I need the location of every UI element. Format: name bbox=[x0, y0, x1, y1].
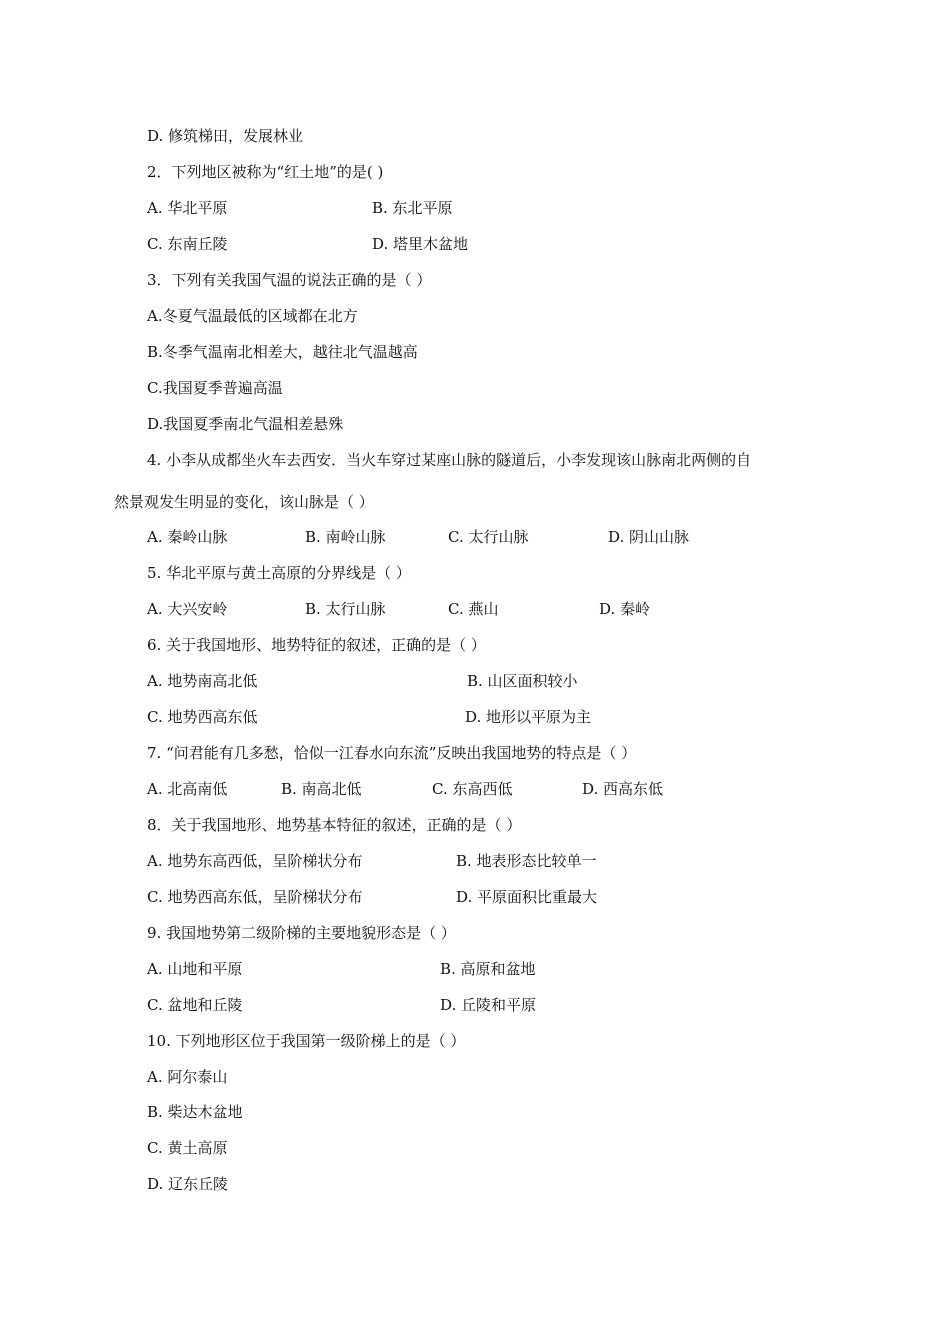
q7-option-d: D. 西高东低 bbox=[582, 780, 664, 798]
q3-option-d: D.我国夏季南北气温相差悬殊 bbox=[147, 415, 344, 433]
q10-option-b: B. 柴达木盆地 bbox=[147, 1103, 243, 1121]
q7-option-b: B. 南高北低 bbox=[281, 780, 362, 798]
q3-option-a: A.冬夏气温最低的区域都在北方 bbox=[147, 307, 358, 325]
q2-option-d: D. 塔里木盆地 bbox=[372, 235, 469, 253]
q10-option-d: D. 辽东丘陵 bbox=[147, 1175, 229, 1193]
q6-option-b: B. 山区面积较小 bbox=[467, 672, 578, 690]
q7-option-c: C. 东高西低 bbox=[432, 780, 513, 798]
q4-option-a: A. 秦岭山脉 bbox=[147, 528, 228, 546]
q2-option-c: C. 东南丘陵 bbox=[147, 235, 228, 253]
q3-option-b: B.冬季气温南北相差大，越往北气温越高 bbox=[147, 343, 418, 361]
q5-option-a: A. 大兴安岭 bbox=[147, 600, 228, 618]
q1-option-d: D. 修筑梯田，发展林业 bbox=[147, 127, 304, 145]
q6-stem: 6. 关于我国地形、地势特征的叙述，正确的是（ ） bbox=[147, 636, 486, 654]
q8-stem: 8．关于我国地形、地势基本特征的叙述，正确的是（ ） bbox=[147, 816, 522, 834]
q7-stem: 7. “问君能有几多愁，恰似一江春水向东流”反映出我国地势的特点是（ ） bbox=[147, 744, 637, 762]
q8-option-b: B. 地表形态比较单一 bbox=[456, 852, 597, 870]
q4-option-d: D. 阴山山脉 bbox=[608, 528, 690, 546]
q8-option-c: C. 地势西高东低，呈阶梯状分布 bbox=[147, 888, 363, 906]
q9-option-c: C. 盆地和丘陵 bbox=[147, 996, 243, 1014]
q5-option-b: B. 太行山脉 bbox=[305, 600, 386, 618]
q6-option-d: D. 地形以平原为主 bbox=[465, 708, 592, 726]
q9-option-a: A. 山地和平原 bbox=[147, 960, 243, 978]
q8-option-d: D. 平原面积比重最大 bbox=[456, 888, 598, 906]
q6-option-a: A. 地势南高北低 bbox=[147, 672, 258, 690]
q7-option-a: A. 北高南低 bbox=[147, 780, 228, 798]
q3-stem: 3．下列有关我国气温的说法正确的是（ ） bbox=[147, 271, 432, 289]
q2-option-b: B. 东北平原 bbox=[372, 199, 453, 217]
q10-option-a: A. 阿尔泰山 bbox=[147, 1068, 228, 1086]
q10-stem: 10. 下列地形区位于我国第一级阶梯上的是（ ） bbox=[147, 1032, 466, 1050]
q9-option-d: D. 丘陵和平原 bbox=[440, 996, 537, 1014]
q9-option-b: B. 高原和盆地 bbox=[440, 960, 536, 978]
q4-stem-line1: 4. 小李从成都坐火车去西安．当火车穿过某座山脉的隧道后，小李发现该山脉南北两侧的自 bbox=[147, 451, 752, 469]
q10-option-c: C. 黄土高原 bbox=[147, 1139, 228, 1157]
q4-option-b: B. 南岭山脉 bbox=[305, 528, 386, 546]
q8-option-a: A. 地势东高西低，呈阶梯状分布 bbox=[147, 852, 363, 870]
q2-option-a: A. 华北平原 bbox=[147, 199, 228, 217]
q3-option-c: C.我国夏季普遍高温 bbox=[147, 379, 283, 397]
q2-stem: 2．下列地区被称为“红土地”的是( ) bbox=[147, 163, 384, 181]
q5-option-d: D. 秦岭 bbox=[599, 600, 651, 618]
q5-option-c: C. 燕山 bbox=[448, 600, 499, 618]
q4-option-c: C. 太行山脉 bbox=[448, 528, 529, 546]
q6-option-c: C. 地势西高东低 bbox=[147, 708, 258, 726]
q9-stem: 9. 我国地势第二级阶梯的主要地貌形态是（ ） bbox=[147, 924, 456, 942]
q5-stem: 5. 华北平原与黄土高原的分界线是（ ） bbox=[147, 564, 411, 582]
q4-stem-line2: 然景观发生明显的变化，该山脉是（ ） bbox=[114, 493, 374, 511]
